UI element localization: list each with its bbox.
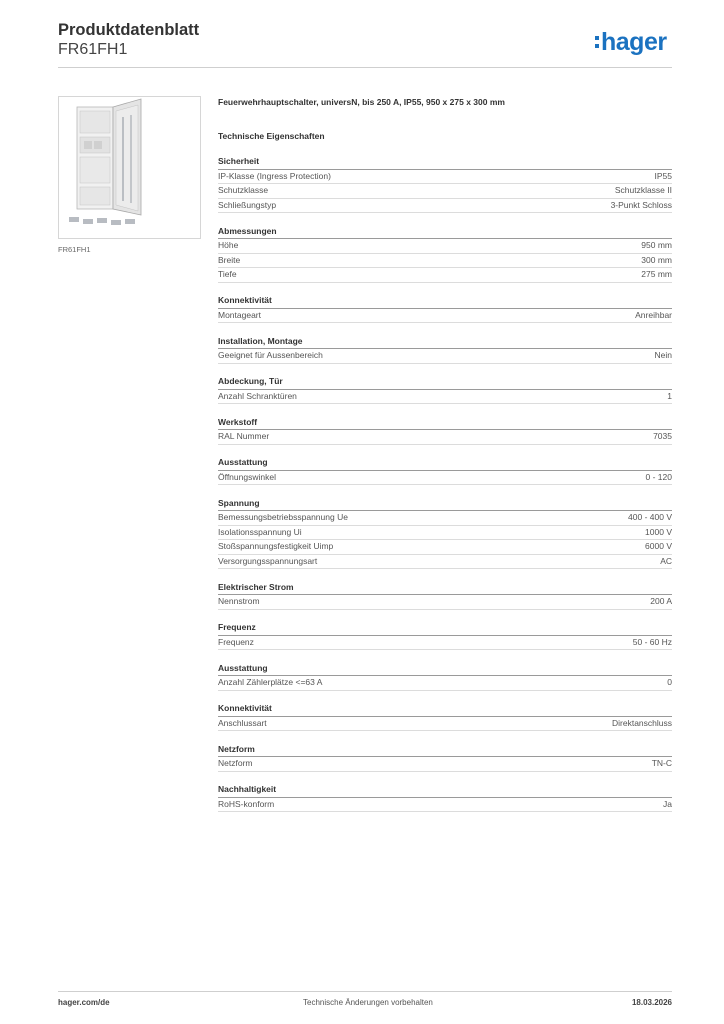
spec-value: 0 - 120 xyxy=(645,471,672,482)
spec-value: 400 - 400 V xyxy=(628,512,672,522)
spec-label: Schutzklasse xyxy=(218,185,269,195)
spec-section xyxy=(218,155,672,213)
spec-value: 950 mm xyxy=(641,240,672,250)
spec-label: Geeignet für Aussenbereich xyxy=(218,350,323,360)
spec-row xyxy=(218,540,672,555)
spec-section xyxy=(218,416,672,445)
spec-label: Bemessungsbetriebsspannung Ue xyxy=(218,512,348,522)
spec-row xyxy=(218,309,672,324)
product-description: Feuerwehrhauptschalter, universN, bis 250 A, IP55, 950 x 275 x 300 mm xyxy=(218,97,505,107)
spec-section xyxy=(218,497,672,570)
spec-row xyxy=(218,757,672,772)
section-title: Ausstattung xyxy=(218,456,672,471)
spec-section xyxy=(218,294,672,323)
spec-row xyxy=(218,170,672,185)
spec-row xyxy=(218,268,672,283)
spec-row xyxy=(218,717,672,732)
spec-label: Anschlussart xyxy=(218,717,267,728)
spec-label: Isolationsspannung Ui xyxy=(218,526,302,537)
spec-value: 1 xyxy=(667,390,672,401)
spec-section xyxy=(218,456,672,485)
spec-value: 200 A xyxy=(650,596,672,606)
section-title: Abdeckung, Tür xyxy=(218,375,672,390)
image-caption: FR61FH1 xyxy=(58,245,91,254)
spec-row xyxy=(218,471,672,486)
spec-section xyxy=(218,621,672,650)
spec-label: Höhe xyxy=(218,240,239,250)
spec-section xyxy=(218,743,672,772)
footer-website: hager.com/de xyxy=(58,998,110,1007)
spec-row xyxy=(218,239,672,254)
section-title: Installation, Montage xyxy=(218,335,672,350)
footer-date: 18.03.2026 xyxy=(631,998,672,1007)
section-title: Elektrischer Strom xyxy=(218,581,672,596)
spec-label: RoHS-konform xyxy=(218,798,275,809)
spec-row xyxy=(218,676,672,691)
spec-row xyxy=(218,595,672,610)
section-title: Konnektivität xyxy=(218,294,672,309)
logo-text: hager xyxy=(601,27,667,56)
spec-row xyxy=(218,636,672,651)
spec-value: 3-Punkt Schloss xyxy=(610,199,672,210)
spec-section xyxy=(218,335,672,364)
spec-row xyxy=(218,184,672,199)
section-title: Frequenz xyxy=(218,621,672,636)
spec-label: Breite xyxy=(218,254,241,265)
page-title: Produktdatenblatt xyxy=(58,21,200,39)
spec-value: 6000 V xyxy=(645,541,672,551)
spec-row xyxy=(218,390,672,405)
logo-colon-icon xyxy=(595,34,599,50)
spec-label: Netzform xyxy=(218,758,253,768)
spec-value: Schutzklasse II xyxy=(614,185,672,195)
spec-label: IP-Klasse (Ingress Protection) xyxy=(218,170,331,181)
spec-label: Stoßspannungsfestigkeit Uimp xyxy=(218,541,334,551)
spec-label: Tiefe xyxy=(218,269,237,279)
spec-section xyxy=(218,702,672,731)
spec-value: AC xyxy=(660,555,672,566)
header-divider xyxy=(58,67,672,68)
spec-label: Montageart xyxy=(218,309,261,320)
spec-section xyxy=(218,581,672,610)
tech-properties-title: Technische Eigenschaften xyxy=(218,131,325,141)
spec-row xyxy=(218,526,672,541)
spec-section xyxy=(218,375,672,404)
spec-row xyxy=(218,511,672,526)
section-title: Netzform xyxy=(218,743,672,758)
spec-row xyxy=(218,199,672,214)
spec-value: Nein xyxy=(654,350,672,360)
spec-label: Nennstrom xyxy=(218,596,260,606)
spec-label: Anzahl Zählerplätze <=63 A xyxy=(218,677,323,687)
section-title: Werkstoff xyxy=(218,416,672,431)
hager-logo xyxy=(595,28,667,56)
section-title: Sicherheit xyxy=(218,155,672,170)
spec-value: 300 mm xyxy=(641,254,672,265)
enclosure-illustration xyxy=(59,97,200,238)
spec-value: 0 xyxy=(667,677,672,687)
spec-row xyxy=(218,430,672,445)
spec-label: Schließungstyp xyxy=(218,199,277,210)
product-code: FR61FH1 xyxy=(58,41,128,58)
spec-label: Versorgungsspannungsart xyxy=(218,555,318,566)
spec-label: Öffnungswinkel xyxy=(218,471,276,482)
section-title: Konnektivität xyxy=(218,702,672,717)
section-title: Nachhaltigkeit xyxy=(218,783,672,798)
spec-content xyxy=(218,96,672,812)
section-title: Spannung xyxy=(218,497,672,512)
footer-divider xyxy=(58,991,672,992)
spec-row xyxy=(218,555,672,570)
spec-value: TN-C xyxy=(651,758,672,768)
spec-label: Frequenz xyxy=(218,636,254,647)
spec-label: Anzahl Schranktüren xyxy=(218,390,297,401)
spec-value: Anreihbar xyxy=(635,309,672,320)
spec-value: Ja xyxy=(663,798,672,809)
spec-section xyxy=(218,783,672,812)
section-title: Abmessungen xyxy=(218,225,672,240)
spec-value: Direktanschluss xyxy=(612,717,672,728)
spec-section xyxy=(218,662,672,691)
spec-value: 7035 xyxy=(653,431,672,441)
spec-sections xyxy=(218,155,672,812)
product-image xyxy=(58,96,201,239)
spec-value: 50 - 60 Hz xyxy=(632,636,672,647)
spec-value: IP55 xyxy=(654,170,672,181)
spec-row xyxy=(218,254,672,269)
spec-section xyxy=(218,225,672,283)
section-title: Ausstattung xyxy=(218,662,672,677)
spec-value: 275 mm xyxy=(641,269,672,279)
spec-value: 1000 V xyxy=(645,526,672,537)
spec-row xyxy=(218,798,672,813)
spec-row xyxy=(218,349,672,364)
spec-label: RAL Nummer xyxy=(218,431,270,441)
footer-notice: Technische Änderungen vorbehalten xyxy=(303,998,433,1007)
